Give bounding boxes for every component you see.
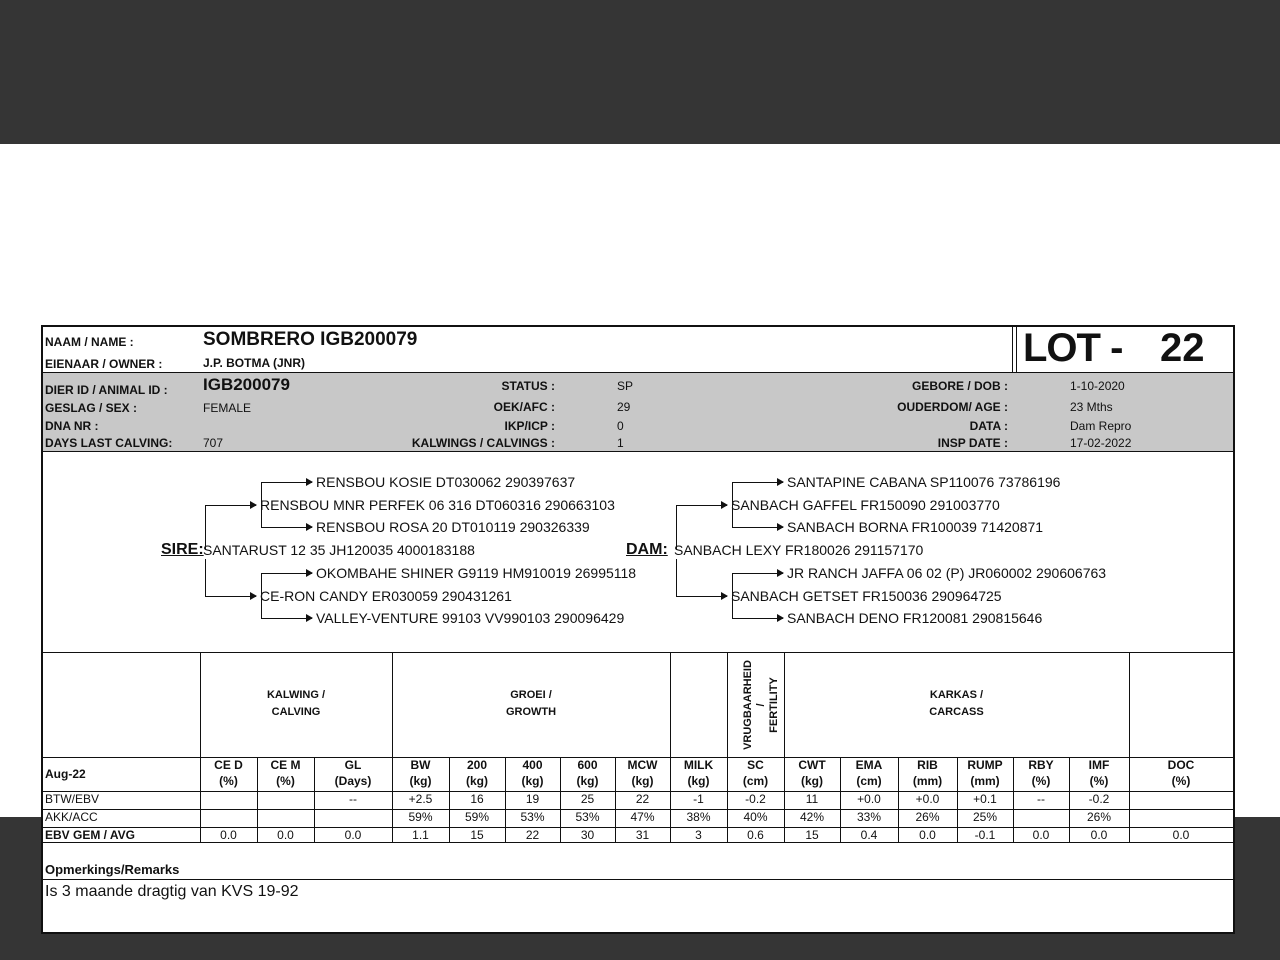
column-header-unit: (%) bbox=[1031, 774, 1051, 788]
group-growth: GROEI / bbox=[510, 689, 552, 701]
table-cell: -1 bbox=[693, 792, 704, 806]
column-header-name: RBY bbox=[1028, 758, 1054, 772]
table-cell: 0.0 bbox=[1032, 828, 1050, 842]
group-calving-en: CALVING bbox=[271, 706, 321, 718]
column-header-name: MCW bbox=[627, 758, 658, 772]
animal-id-label: DIER ID / ANIMAL ID : bbox=[45, 383, 168, 397]
table-cell: 0.6 bbox=[747, 828, 764, 842]
column-header-unit: (kg) bbox=[576, 774, 599, 788]
status-value: SP bbox=[617, 379, 634, 393]
age-value: 23 Mths bbox=[1070, 400, 1113, 414]
column-header-name: CE D bbox=[214, 758, 243, 772]
table-cell: 31 bbox=[635, 828, 650, 842]
dam-dam-sire: JR RANCH JAFFA 06 02 (P) JR060002 290606763 bbox=[787, 565, 1107, 581]
table-cell: 30 bbox=[580, 828, 595, 842]
table-cell: 25% bbox=[972, 810, 998, 824]
column-header-name: 600 bbox=[577, 758, 598, 772]
dam-sire-sire: SANTAPINE CABANA SP110076 73786196 bbox=[787, 474, 1061, 490]
sire-dam-dam: VALLEY-VENTURE 99103 VV990103 290096429 bbox=[316, 610, 625, 626]
column-header-name: 200 bbox=[466, 758, 488, 772]
dam: SANBACH LEXY FR180026 291157170 bbox=[674, 542, 924, 558]
group-carcass-en: CARCASS bbox=[929, 706, 984, 718]
column-header-unit: (%) bbox=[1089, 774, 1109, 788]
group-calving: KALWING / bbox=[266, 689, 326, 701]
table-cell: 59% bbox=[408, 810, 433, 824]
group-fertility: VRUGBAARHEID / FERTILITY bbox=[742, 660, 780, 750]
column-header-name: BW bbox=[410, 758, 431, 772]
table-cell: 15 bbox=[470, 828, 484, 842]
table-cell: +0.0 bbox=[857, 792, 881, 806]
column-header-name: EMA bbox=[855, 758, 883, 772]
table-cell: 22 bbox=[635, 792, 650, 806]
table-cell: 1.1 bbox=[412, 828, 429, 842]
status-label: STATUS : bbox=[501, 379, 555, 393]
age-label: OUDERDOM/ AGE : bbox=[897, 400, 1008, 414]
column-header-unit: (kg) bbox=[801, 774, 823, 788]
owner-name: J.P. BOTMA (JNR) bbox=[203, 356, 306, 370]
dna-label: DNA NR : bbox=[45, 419, 99, 433]
column-header-unit: (mm) bbox=[912, 774, 943, 788]
remarks-label: Opmerkings/Remarks bbox=[45, 862, 180, 877]
column-header-name: IMF bbox=[1088, 758, 1110, 772]
table-cell: 26% bbox=[915, 810, 940, 824]
sire-label: SIRE: bbox=[161, 541, 204, 558]
table-cell: 11 bbox=[805, 792, 819, 806]
column-header-unit: (%) bbox=[276, 774, 295, 788]
table-cell: 53% bbox=[520, 810, 545, 824]
column-header-name: 400 bbox=[522, 758, 543, 772]
lot-number: 22 bbox=[1160, 326, 1205, 370]
table-cell: +0.0 bbox=[915, 792, 940, 806]
table-cell: 25 bbox=[580, 792, 595, 806]
table-cell: 59% bbox=[464, 810, 490, 824]
sire-dam-sire: OKOMBAHE SHINER G9119 HM910019 26995118 bbox=[316, 565, 637, 581]
column-header-name: CWT bbox=[798, 758, 826, 772]
column-header-name: DOC bbox=[1167, 758, 1195, 772]
afc-value: 29 bbox=[617, 400, 631, 414]
table-cell: 26% bbox=[1086, 810, 1112, 824]
column-header-unit: (Days) bbox=[334, 774, 372, 788]
table-cell: 47% bbox=[630, 810, 655, 824]
insp-label: INSP DATE : bbox=[937, 436, 1008, 450]
column-header-unit: (%) bbox=[1171, 774, 1191, 788]
dam-label: DAM: bbox=[626, 541, 668, 558]
column-header-unit: (cm) bbox=[856, 774, 882, 788]
animal-id-value: IGB200079 bbox=[203, 375, 290, 394]
dam-sire: SANBACH GAFFEL FR150090 291003770 bbox=[731, 497, 1000, 513]
table-row-label: BTW/EBV bbox=[45, 792, 100, 806]
column-header-name: RIB bbox=[917, 758, 938, 772]
table-cell: -0.2 bbox=[745, 792, 766, 806]
table-cell: 0.0 bbox=[919, 828, 936, 842]
table-cell: 0.0 bbox=[1090, 828, 1108, 842]
table-cell: 33% bbox=[856, 810, 882, 824]
dam-sire-dam: SANBACH BORNA FR100039 71420871 bbox=[787, 519, 1044, 535]
lot-label: LOT - bbox=[1023, 326, 1123, 370]
table-cell: +0.1 bbox=[973, 792, 997, 806]
table-cell: 22 bbox=[525, 828, 540, 842]
table-cell: 40% bbox=[743, 810, 768, 824]
sire: SANTARUST 12 35 JH120035 4000183188 bbox=[203, 542, 475, 558]
dam-dam-dam: SANBACH DENO FR120081 290815646 bbox=[787, 610, 1043, 626]
icp-value: 0 bbox=[617, 419, 624, 433]
days-calving-value: 707 bbox=[203, 436, 224, 450]
table-cell: 15 bbox=[805, 828, 819, 842]
sire-dam: CE-RON CANDY ER030059 290431261 bbox=[260, 588, 512, 604]
table-cell: -0.2 bbox=[1088, 792, 1110, 806]
sire-sire-dam: RENSBOU ROSA 20 DT010119 290326339 bbox=[316, 519, 590, 535]
table-cell: 3 bbox=[695, 828, 702, 842]
dob-label: GEBORE / DOB : bbox=[911, 379, 1008, 393]
sex-label: GESLAG / SEX : bbox=[45, 401, 138, 415]
sex-value: FEMALE bbox=[203, 401, 252, 415]
sire-sire: RENSBOU MNR PERFEK 06 316 DT060316 290663103 bbox=[260, 497, 615, 513]
table-cell: 16 bbox=[470, 792, 484, 806]
dam-dam: SANBACH GETSET FR150036 290964725 bbox=[731, 588, 1002, 604]
afc-label: OEK/AFC : bbox=[493, 400, 555, 414]
icp-label: IKP/ICP : bbox=[504, 419, 555, 433]
table-cell: 0.0 bbox=[277, 828, 294, 842]
table-date-header: Aug-22 bbox=[45, 767, 86, 781]
table-cell: 0.0 bbox=[344, 828, 362, 842]
data-label: DATA : bbox=[969, 419, 1008, 433]
table-cell: -- bbox=[1037, 792, 1045, 806]
table-cell: 0.0 bbox=[1172, 828, 1190, 842]
column-header-name: CE M bbox=[270, 758, 301, 772]
remarks-text: Is 3 maande dragtig van KVS 19-92 bbox=[45, 883, 299, 900]
table-cell: -0.1 bbox=[974, 828, 996, 842]
column-header-name: GL bbox=[344, 758, 362, 772]
sire-sire-sire: RENSBOU KOSIE DT030062 290397637 bbox=[316, 474, 576, 490]
document-sheet bbox=[0, 144, 1280, 900]
column-header-unit: (kg) bbox=[409, 774, 432, 788]
dob-value: 1-10-2020 bbox=[1070, 379, 1125, 393]
days-calving-label: DAYS LAST CALVING: bbox=[45, 436, 173, 450]
calvings-label: KALWINGS / CALVINGS : bbox=[411, 436, 555, 450]
column-header-name: RUMP bbox=[967, 758, 1003, 772]
column-header-unit: (kg) bbox=[631, 774, 654, 788]
group-carcass: KARKAS / bbox=[929, 689, 984, 701]
column-header-name: MILK bbox=[683, 758, 714, 772]
table-row-label: AKK/ACC bbox=[45, 810, 98, 824]
column-header-unit: (kg) bbox=[687, 774, 710, 788]
owner-label: EIENAAR / OWNER : bbox=[45, 357, 163, 371]
column-header-unit: (mm) bbox=[970, 774, 1000, 788]
column-header-unit: (%) bbox=[219, 774, 238, 788]
table-cell: -- bbox=[349, 792, 357, 806]
table-cell: 38% bbox=[686, 810, 711, 824]
insp-value: 17-02-2022 bbox=[1070, 436, 1132, 450]
column-header-unit: (kg) bbox=[521, 774, 544, 788]
column-header-unit: (cm) bbox=[742, 774, 769, 788]
lot-card bbox=[41, 325, 1235, 934]
data-value: Dam Repro bbox=[1070, 419, 1132, 433]
group-growth-en: GROWTH bbox=[505, 706, 557, 718]
table-cell: 42% bbox=[799, 810, 825, 824]
animal-name: SOMBRERO IGB200079 bbox=[203, 329, 418, 350]
column-header-unit: (kg) bbox=[466, 774, 488, 788]
column-header-name: SC bbox=[747, 758, 764, 772]
calvings-value: 1 bbox=[617, 436, 624, 450]
table-cell: 19 bbox=[525, 792, 540, 806]
table-cell: 53% bbox=[575, 810, 600, 824]
table-cell: 0.4 bbox=[860, 828, 878, 842]
info-band bbox=[43, 372, 1233, 452]
table-cell: 0.0 bbox=[220, 828, 237, 842]
table-cell: +2.5 bbox=[408, 792, 433, 806]
table-row-label: EBV GEM / AVG bbox=[45, 828, 136, 842]
name-label: NAAM / NAME : bbox=[45, 335, 134, 349]
